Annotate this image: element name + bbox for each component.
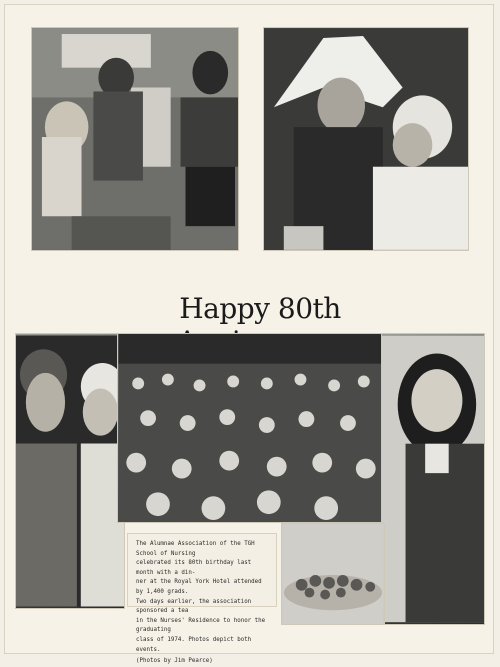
- smiling-woman-illustration: [382, 334, 484, 624]
- photo-two-women: [15, 333, 125, 609]
- photo-smiling-woman: [381, 333, 485, 625]
- two-women-illustration: [16, 334, 124, 608]
- photo-tea-party: [31, 27, 239, 251]
- caption-block: [127, 533, 277, 665]
- tea-party-illustration: [32, 28, 238, 250]
- scrapbook-page: [4, 4, 494, 665]
- photo-banquet-hall: [117, 333, 383, 523]
- cookie-tray-illustration: [282, 524, 384, 624]
- photo-nurse-greeting: [263, 27, 469, 251]
- page-title: Happy 80th: [179, 291, 341, 325]
- photo-credit: (Photos by Jim Pearce): [136, 658, 213, 665]
- photo-cookie-tray: [281, 523, 385, 625]
- caption-text: The Alumnae Association of the TGH School of Nursing celebrated its 80th birthday last month with a din- ner at the Royal York Hotel attended by 1,400 grads. Two days earlier, the association sponsored a tea in the Nurses' Residence to honor the graduating class of 1974. Photos depict both events.: [136, 541, 266, 653]
- nurse-greeting-illustration: [264, 28, 468, 250]
- banquet-hall-illustration: [118, 334, 382, 522]
